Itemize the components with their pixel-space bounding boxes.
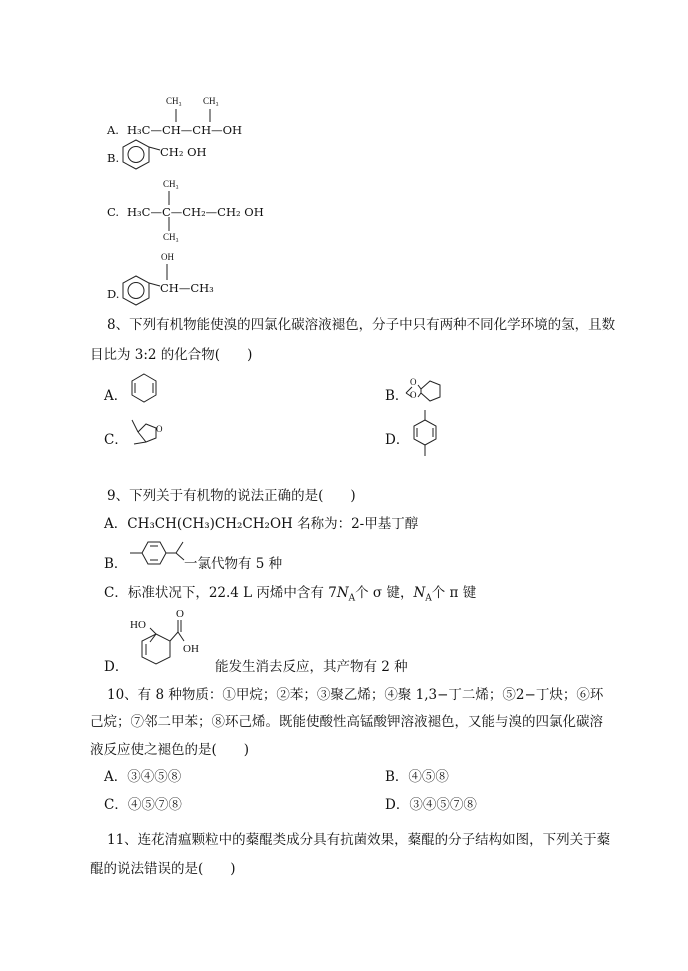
q8-option-d-label: D． — [385, 432, 410, 448]
q9c-na-sub-1: A — [348, 593, 356, 604]
q8-option-c-label: C． — [104, 432, 128, 448]
q9-stem: 9、下列关于有机物的说法正确的是( ) — [107, 488, 356, 504]
q10-stem-line2: 己烷；⑦邻二甲苯；⑧环己烯。既能使酸性高锰酸钾溶液褪色，又能与溴的四氯化碳溶 — [90, 714, 603, 730]
q9d-atom-oh: OH — [183, 643, 199, 655]
q11-stem-line1: 11、连花清瘟颗粒中的薒醌类成分具有抗菌效果，薒醌的分子结构如图，下列关于薒 — [107, 832, 611, 848]
q8d-p-xylene — [410, 408, 440, 468]
q7d-top-group: OH — [161, 252, 174, 262]
q8b-atom-o1: O — [410, 377, 417, 387]
q9-option-a: A．CH₃CH(CH₃)CH₂CH₂OH 名称为：2-甲基丁醇 — [104, 516, 419, 532]
q7c-label: C. — [107, 205, 120, 219]
q7a-label: A. — [107, 123, 119, 137]
q8a-cyclohexadiene — [130, 372, 160, 406]
q7b-formula: CH₂ OH — [160, 145, 207, 159]
q10-stem-line1: 10、有 8 种物质：①甲烷；②苯；③聚乙烯；④聚 1,3−丁二烯；⑤2−丁炔；⑥环 — [107, 687, 604, 703]
q10-option-c: C．④⑤⑦⑧ — [104, 797, 182, 813]
q7c-formula: H₃C—C—CH₂—CH₂ OH — [127, 205, 264, 219]
q9d-atom-ho: HO — [130, 619, 146, 631]
q7a-top-group-2: CH₃ — [203, 96, 219, 106]
q10-option-b: B．④⑤⑧ — [385, 769, 449, 785]
q7c-bottom-group: CH₃ — [163, 232, 179, 242]
q7d-formula: CH—CH₃ — [160, 281, 214, 295]
q10-option-a: A．③④⑤⑧ — [104, 769, 182, 785]
q7-bond-lines — [0, 0, 688, 300]
q8-stem-line2: 目比为 3:2 的化合物( ) — [90, 347, 253, 363]
q9c-mid: 个 σ 键， — [355, 585, 414, 601]
q9c-na-sub-2: A — [425, 593, 432, 604]
q7d-label: D. — [107, 287, 120, 301]
q11-stem-line2: 醌的说法错误的是( ) — [90, 861, 236, 877]
q8c-atom-o: O — [156, 424, 163, 434]
q9d-atom-o: O — [176, 608, 184, 620]
q8-option-a-label: A． — [104, 388, 128, 404]
q9c-pre: C．标准状况下，22.4 L 丙烯中含有 7 — [104, 585, 337, 601]
q8-stem-line1: 8、下列有机物能使溴的四氯化碳溶液褪色，分子中只有两种不同化学环境的氢，且数 — [107, 317, 616, 333]
q8-option-b-label: B． — [385, 388, 409, 404]
q9c-na-1: N — [336, 585, 349, 601]
q7a-top-group-1: CH₃ — [166, 96, 182, 106]
q7b-benzene-ring — [122, 138, 162, 174]
q9-option-b-label: B． — [104, 556, 128, 572]
q9-option-c — [104, 585, 476, 607]
q7c-top-group: CH₃ — [163, 179, 179, 189]
q9-option-d-text: 能发生消去反应，其产物有 2 种 — [215, 659, 408, 675]
q7b-label: B. — [107, 151, 120, 165]
q7a-formula: H₃C—CH—CH—OH — [127, 123, 243, 137]
q9c-post: 个 π 键 — [431, 585, 477, 601]
q7d-benzene-ring — [122, 274, 162, 310]
q9-option-d-label: D． — [104, 659, 129, 675]
q9-option-b-text: 一氯代物有 5 种 — [184, 556, 283, 572]
q9c-na-2: N — [413, 585, 426, 601]
q10-option-d: D．③④⑤⑦⑧ — [385, 797, 477, 813]
q10-stem-line3: 液反应使之褪色的是( ) — [90, 742, 250, 758]
q8b-atom-o2: O — [410, 390, 417, 400]
